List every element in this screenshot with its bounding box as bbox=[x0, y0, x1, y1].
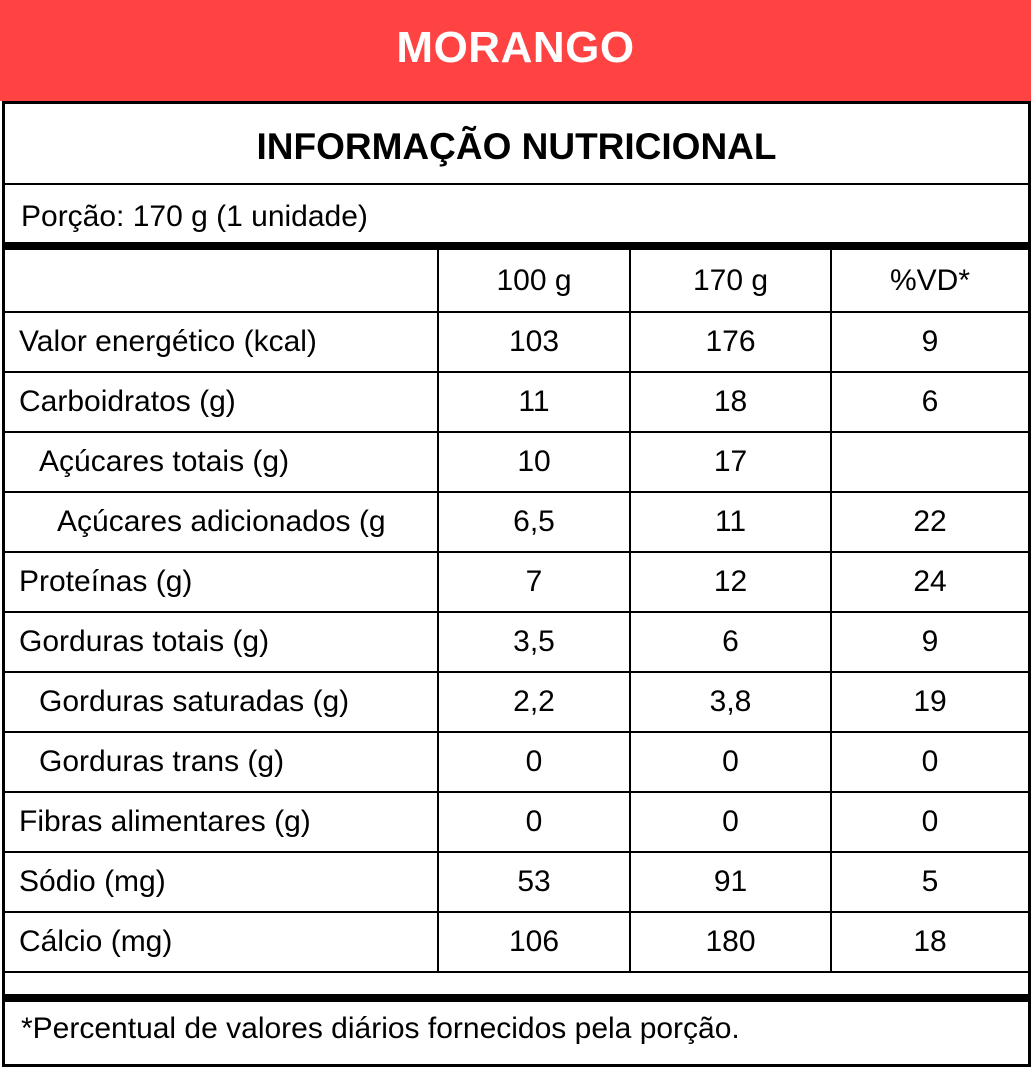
daily-value-percent: 0 bbox=[831, 732, 1028, 792]
daily-value-percent: 24 bbox=[831, 552, 1028, 612]
daily-value-percent: 19 bbox=[831, 672, 1028, 732]
table-header-row bbox=[5, 250, 1028, 312]
nutrient-name: Açúcares totais (g) bbox=[5, 432, 438, 492]
daily-value-percent: 6 bbox=[831, 372, 1028, 432]
table-row bbox=[5, 732, 1028, 792]
table-row bbox=[5, 672, 1028, 732]
table-row bbox=[5, 492, 1028, 552]
nutrient-name: Carboidratos (g) bbox=[5, 372, 438, 432]
divider-thick-bottom bbox=[5, 994, 1028, 1002]
nutrient-name: Fibras alimentares (g) bbox=[5, 792, 438, 852]
value-per-100g: 11 bbox=[438, 372, 630, 432]
daily-value-percent bbox=[831, 432, 1028, 492]
table-row bbox=[5, 612, 1028, 672]
column-header: 100 g bbox=[438, 250, 630, 312]
value-per-100g: 103 bbox=[438, 312, 630, 372]
value-per-portion: 180 bbox=[630, 912, 831, 972]
table-row bbox=[5, 852, 1028, 912]
nutrient-name: Proteínas (g) bbox=[5, 552, 438, 612]
value-per-portion: 6 bbox=[630, 612, 831, 672]
nutrient-name: Sódio (mg) bbox=[5, 852, 438, 912]
value-per-portion: 18 bbox=[630, 372, 831, 432]
nutrient-name: Cálcio (mg) bbox=[5, 912, 438, 972]
column-header: 170 g bbox=[630, 250, 831, 312]
value-per-portion: 0 bbox=[630, 792, 831, 852]
value-per-portion: 91 bbox=[630, 852, 831, 912]
table-row bbox=[5, 312, 1028, 372]
value-per-100g: 53 bbox=[438, 852, 630, 912]
value-per-100g: 10 bbox=[438, 432, 630, 492]
table-row bbox=[5, 792, 1028, 852]
nutrient-name: Açúcares adicionados (g bbox=[5, 492, 438, 552]
value-per-portion: 12 bbox=[630, 552, 831, 612]
value-per-100g: 6,5 bbox=[438, 492, 630, 552]
value-per-100g: 2,2 bbox=[438, 672, 630, 732]
nutrition-title: INFORMAÇÃO NUTRICIONAL bbox=[256, 125, 777, 167]
product-banner bbox=[0, 0, 1031, 101]
value-per-portion: 3,8 bbox=[630, 672, 831, 732]
daily-value-percent: 0 bbox=[831, 792, 1028, 852]
daily-value-percent: 9 bbox=[831, 312, 1028, 372]
value-per-100g: 0 bbox=[438, 732, 630, 792]
table-row bbox=[5, 432, 1028, 492]
nutrient-name: Valor energético (kcal) bbox=[5, 312, 438, 372]
table-row bbox=[5, 372, 1028, 432]
product-title: MORANGO bbox=[396, 22, 635, 72]
daily-value-percent: 5 bbox=[831, 852, 1028, 912]
nutrition-facts-panel bbox=[2, 101, 1031, 1067]
value-per-100g: 7 bbox=[438, 552, 630, 612]
table-row bbox=[5, 552, 1028, 612]
nutrient-name: Gorduras totais (g) bbox=[5, 612, 438, 672]
value-per-portion: 17 bbox=[630, 432, 831, 492]
nutrient-name: Gorduras trans (g) bbox=[5, 732, 438, 792]
divider-thick-top bbox=[5, 242, 1028, 250]
value-per-100g: 0 bbox=[438, 792, 630, 852]
value-per-100g: 106 bbox=[438, 912, 630, 972]
daily-value-percent: 9 bbox=[831, 612, 1028, 672]
daily-value-percent: 18 bbox=[831, 912, 1028, 972]
portion-size: Porção: 170 g (1 unidade) bbox=[21, 200, 368, 233]
nutrition-title-row bbox=[5, 104, 1028, 185]
nutrition-table bbox=[5, 250, 1028, 973]
value-per-100g: 3,5 bbox=[438, 612, 630, 672]
column-header: %VD* bbox=[831, 250, 1028, 312]
daily-value-percent: 22 bbox=[831, 492, 1028, 552]
table-row bbox=[5, 912, 1028, 972]
nutrient-name: Gorduras saturadas (g) bbox=[5, 672, 438, 732]
value-per-portion: 176 bbox=[630, 312, 831, 372]
value-per-portion: 11 bbox=[630, 492, 831, 552]
column-header bbox=[5, 250, 438, 312]
footnote: *Percentual de valores diários fornecidos pela porção. bbox=[21, 1012, 740, 1045]
value-per-portion: 0 bbox=[630, 732, 831, 792]
